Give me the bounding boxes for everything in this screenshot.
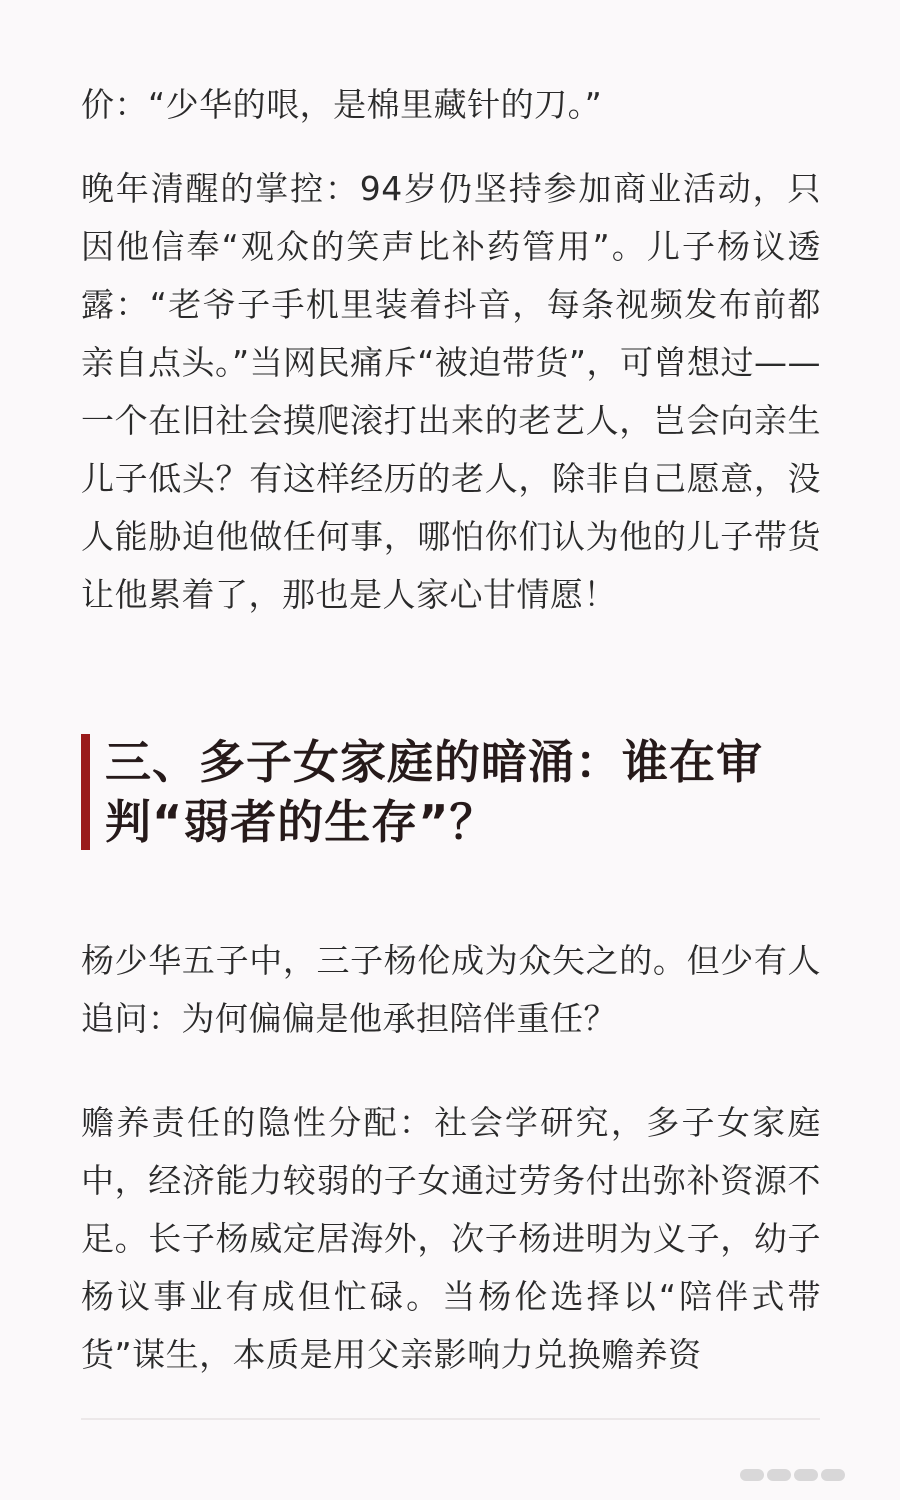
section-heading — [81, 732, 821, 852]
heading-accent-bar — [81, 734, 90, 850]
paragraph-care-responsibility: 赡养责任的隐性分配：社会学研究，多子女家庭中，经济能力较弱的子女通过劳务付出弥补资源不足。长子杨威定居海外，次子杨进明为义子，幼子杨议事业有成但忙碌。当杨伦选择以“陪伴式带货”谋生，本质是用父亲影响力兑换赡养资 — [81, 1103, 821, 1374]
watermark-logo — [740, 1466, 880, 1486]
paragraph-late-years-control: 晚年清醒的掌控：94岁仍坚持参加商业活动，只因他信奉“观众的笑声比补药管用”。儿子杨议透露：“老爷子手机里装着抖音，每条视频发布前都亲自点头。”当网民痛斥“被迫带货”，可曾想过——一个在旧社会摸爬滚打出来的老艺人，岂会向亲生儿子低头？有这样经历的老人，除非自己愿意，没人能胁迫他做任何事，哪怕你们认为他的儿子带货让他累着了，那也是人家心甘情愿！ — [81, 169, 821, 614]
article-body — [81, 76, 821, 1384]
paragraph-quote-ending: 价：“少华的哏，是棉里藏针的刀。” — [81, 85, 603, 124]
paragraph-five-sons: 杨少华五子中，三子杨伦成为众矢之的。但少有人追问：为何偏偏是他承担陪伴重任？ — [81, 941, 821, 1038]
bottom-divider — [81, 1418, 820, 1420]
section-heading-text: 三、多子女家庭的暗涌：谁在审判“弱者的生存”？ — [105, 735, 763, 849]
